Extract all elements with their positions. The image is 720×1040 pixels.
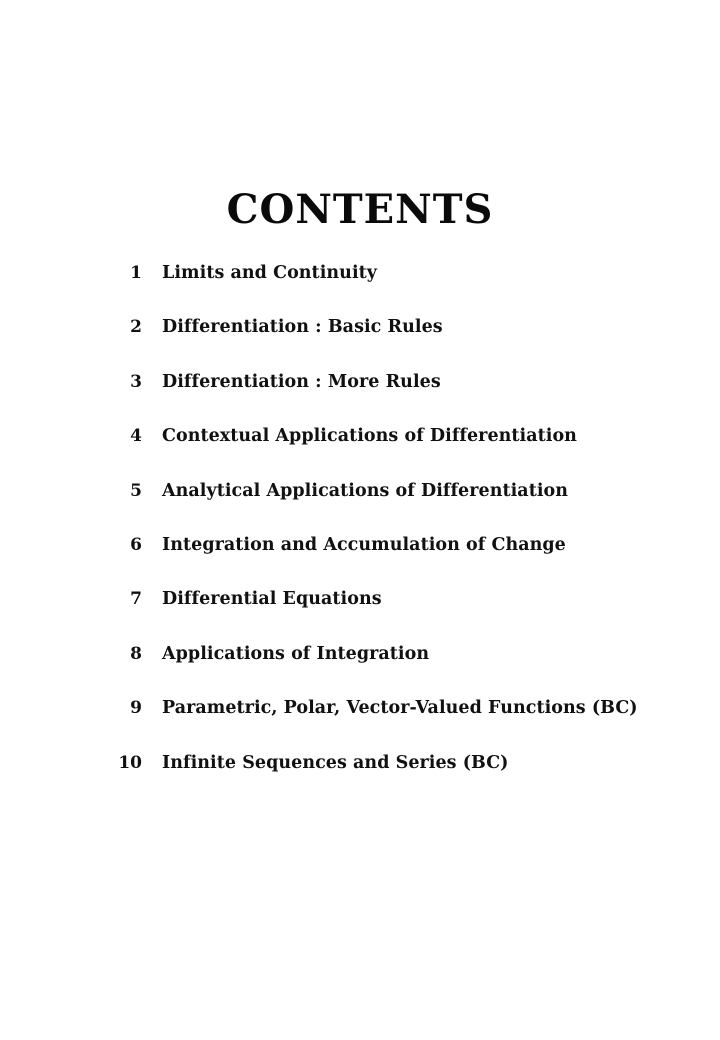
chapter-title: Integration and Accumulation of Change [162,534,566,555]
chapter-title: Differentiation : More Rules [162,371,441,392]
chapter-title: Differential Equations [162,589,382,610]
chapter-number: 8 [130,643,142,664]
toc-entry-10 [0,749,720,803]
toc-entry-9 [0,694,720,748]
chapter-title: Parametric, Polar, Vector-Valued Functions (BC) [162,698,638,719]
chapter-number: 9 [130,698,142,719]
chapter-number: 2 [130,317,142,338]
toc-entry-3 [0,368,720,422]
toc-entry-1 [0,259,720,313]
chapter-number: 10 [118,752,142,773]
chapter-title: Applications of Integration [162,643,430,664]
toc-entry-2 [0,313,720,367]
toc-entry-6 [0,531,720,585]
toc-entry-7 [0,585,720,639]
chapter-number: 6 [130,534,142,555]
chapter-number: 4 [130,426,142,447]
toc-entry-4 [0,422,720,476]
chapter-title: Contextual Applications of Differentiation [162,426,577,447]
chapter-title: Infinite Sequences and Series (BC) [162,752,509,773]
page-title: CONTENTS [226,185,494,233]
chapter-title: Limits and Continuity [162,263,377,283]
table-of-contents [0,259,720,803]
toc-entry-5 [0,477,720,531]
chapter-number: 3 [130,371,142,392]
chapter-number: 1 [130,263,142,283]
toc-entry-8 [0,640,720,694]
chapter-title: Differentiation : Basic Rules [162,317,443,338]
chapter-number: 7 [130,589,142,610]
chapter-title: Analytical Applications of Differentiation [162,480,569,501]
chapter-number: 5 [130,480,142,501]
